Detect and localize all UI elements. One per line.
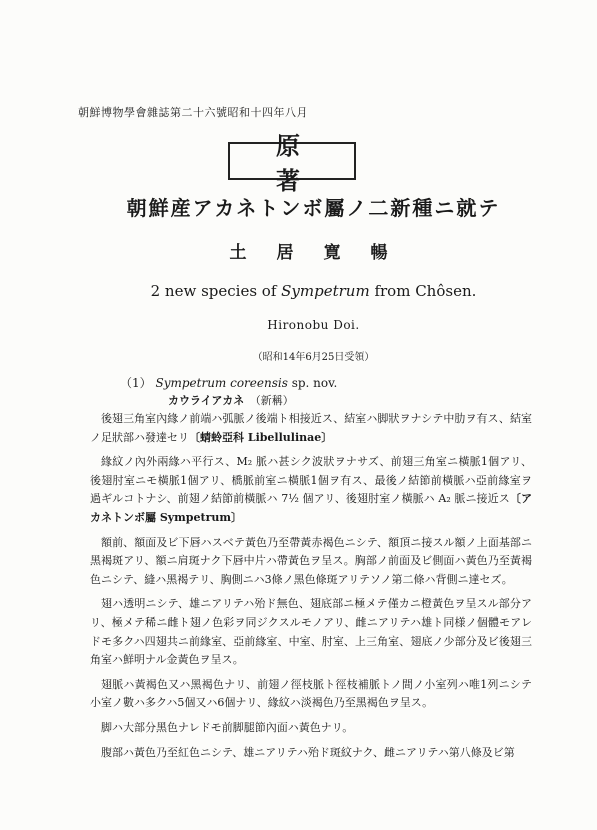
paragraph-text: 緣紋ノ內外兩緣ハ平行ス、M₂ 脈ハ甚シク波狀ヲナサズ、前翅三角室ニ橫脈1個アリ、後翅肘室ニモ橫脈1個アリ、橋脈前室ニ橫脈1個ヲ有ス、最後ノ結節前橫脈ハ亞前緣室ヲ過ギルコトナシ、前翅ノ結節前橫脈ハ 7½ 個アリ、後翅肘室ノ橫脈ハ A₂ 脈ニ接近ス bbox=[90, 455, 532, 506]
body-text bbox=[90, 410, 532, 768]
paragraph: 翅ハ透明ニシテ、雄ニアリテハ殆ド無色、翅底部ニ極メテ僅カニ橙黃色ヲ呈スル部分アリ、極メテ稀ニ雌ト翅ノ色彩ヲ同ジクスルモノアリ、雌ニアリテハ雄ト同様ノ個體モアレドモ多クハ四翅共ニ前緣室、亞前緣室、中室、肘室、上三角室、翅底ノ少部分及ビ後翅三角室ハ鮮明ナル金黃色ヲ呈ス。 bbox=[90, 597, 532, 667]
article-title-english bbox=[0, 282, 597, 300]
paragraph: 腹部ハ黃色乃至紅色ニシテ、雄ニアリテハ殆ド斑紋ナク、雌ニアリテハ第八條及ビ第 bbox=[101, 745, 515, 759]
species-number: （1） bbox=[120, 376, 152, 390]
author-name-english: Hironobu Doi. bbox=[267, 318, 360, 332]
author-name-japanese: 土居寛暢 bbox=[229, 243, 418, 263]
received-date: （昭和14年6月25日受領） bbox=[252, 352, 375, 363]
article-title-japanese: 朝鮮産アカネトンボ屬ノ二新種ニ就テ bbox=[126, 196, 501, 220]
species-status: sp. nov. bbox=[287, 376, 338, 390]
title-en-suffix: from Chôsen. bbox=[369, 282, 477, 300]
species-heading bbox=[120, 374, 337, 391]
journal-header: 朝鮮博物學會雜誌第二十六號昭和十四年八月 bbox=[78, 106, 308, 119]
paragraph bbox=[90, 410, 532, 447]
paragraph: 翅脈ハ黃褐色又ハ黑褐色ナリ、前翅ノ徑枝脈ト徑枝補脈トノ間ノ小室列ハ唯1列ニシテ小室ノ數ハ多クハ5個又ハ6個ナリ、緣紋ハ淡褐色乃至黑褐色ヲ呈ス。 bbox=[90, 677, 532, 710]
species-name-ja: カウライアカネ bbox=[168, 394, 245, 407]
subfamily-tag: 〔蜻蛉亞科 Libellulinae〕 bbox=[189, 430, 333, 444]
species-japanese-name bbox=[168, 392, 294, 408]
section-title-box: 原著 bbox=[228, 142, 356, 180]
title-en-prefix: 2 new species of bbox=[150, 282, 282, 300]
paragraph bbox=[90, 453, 532, 527]
genus-tag: 〔アカネトンボ屬 Sympetrum〕 bbox=[90, 492, 532, 524]
title-en-genus: Sympetrum bbox=[281, 282, 370, 300]
paragraph: 脚ハ大部分黑色ナレドモ前脚腿節內面ハ黃色ナリ。 bbox=[101, 720, 354, 734]
paragraph-text: 後翅三角室內緣ノ前端ハ弧脈ノ後端ト相接近ス、結室ハ脚狀ヲナシテ中肋ヲ有ス、結室ノ足狀部ハ發達セリ bbox=[90, 412, 532, 444]
paragraph: 額前、額面及ビ下唇ハスベテ黃色乃至帶黃赤褐色ニシテ、額頂ニ接スル額ノ上面基部ニ黑褐斑アリ、額ニ肩斑ナク下唇中片ハ帶黃色ヲ呈ス。胸部ノ前面及ビ側面ハ黃色乃至黃褐色ニシテ、縫ハ黑褐テリ、胸側ニハ3條ノ黑色條斑アリテソノ第二條ハ背側ニ達セズ。 bbox=[90, 535, 532, 586]
species-status-ja: （新稱） bbox=[255, 394, 294, 407]
species-name: Sympetrum coreensis bbox=[155, 376, 288, 390]
